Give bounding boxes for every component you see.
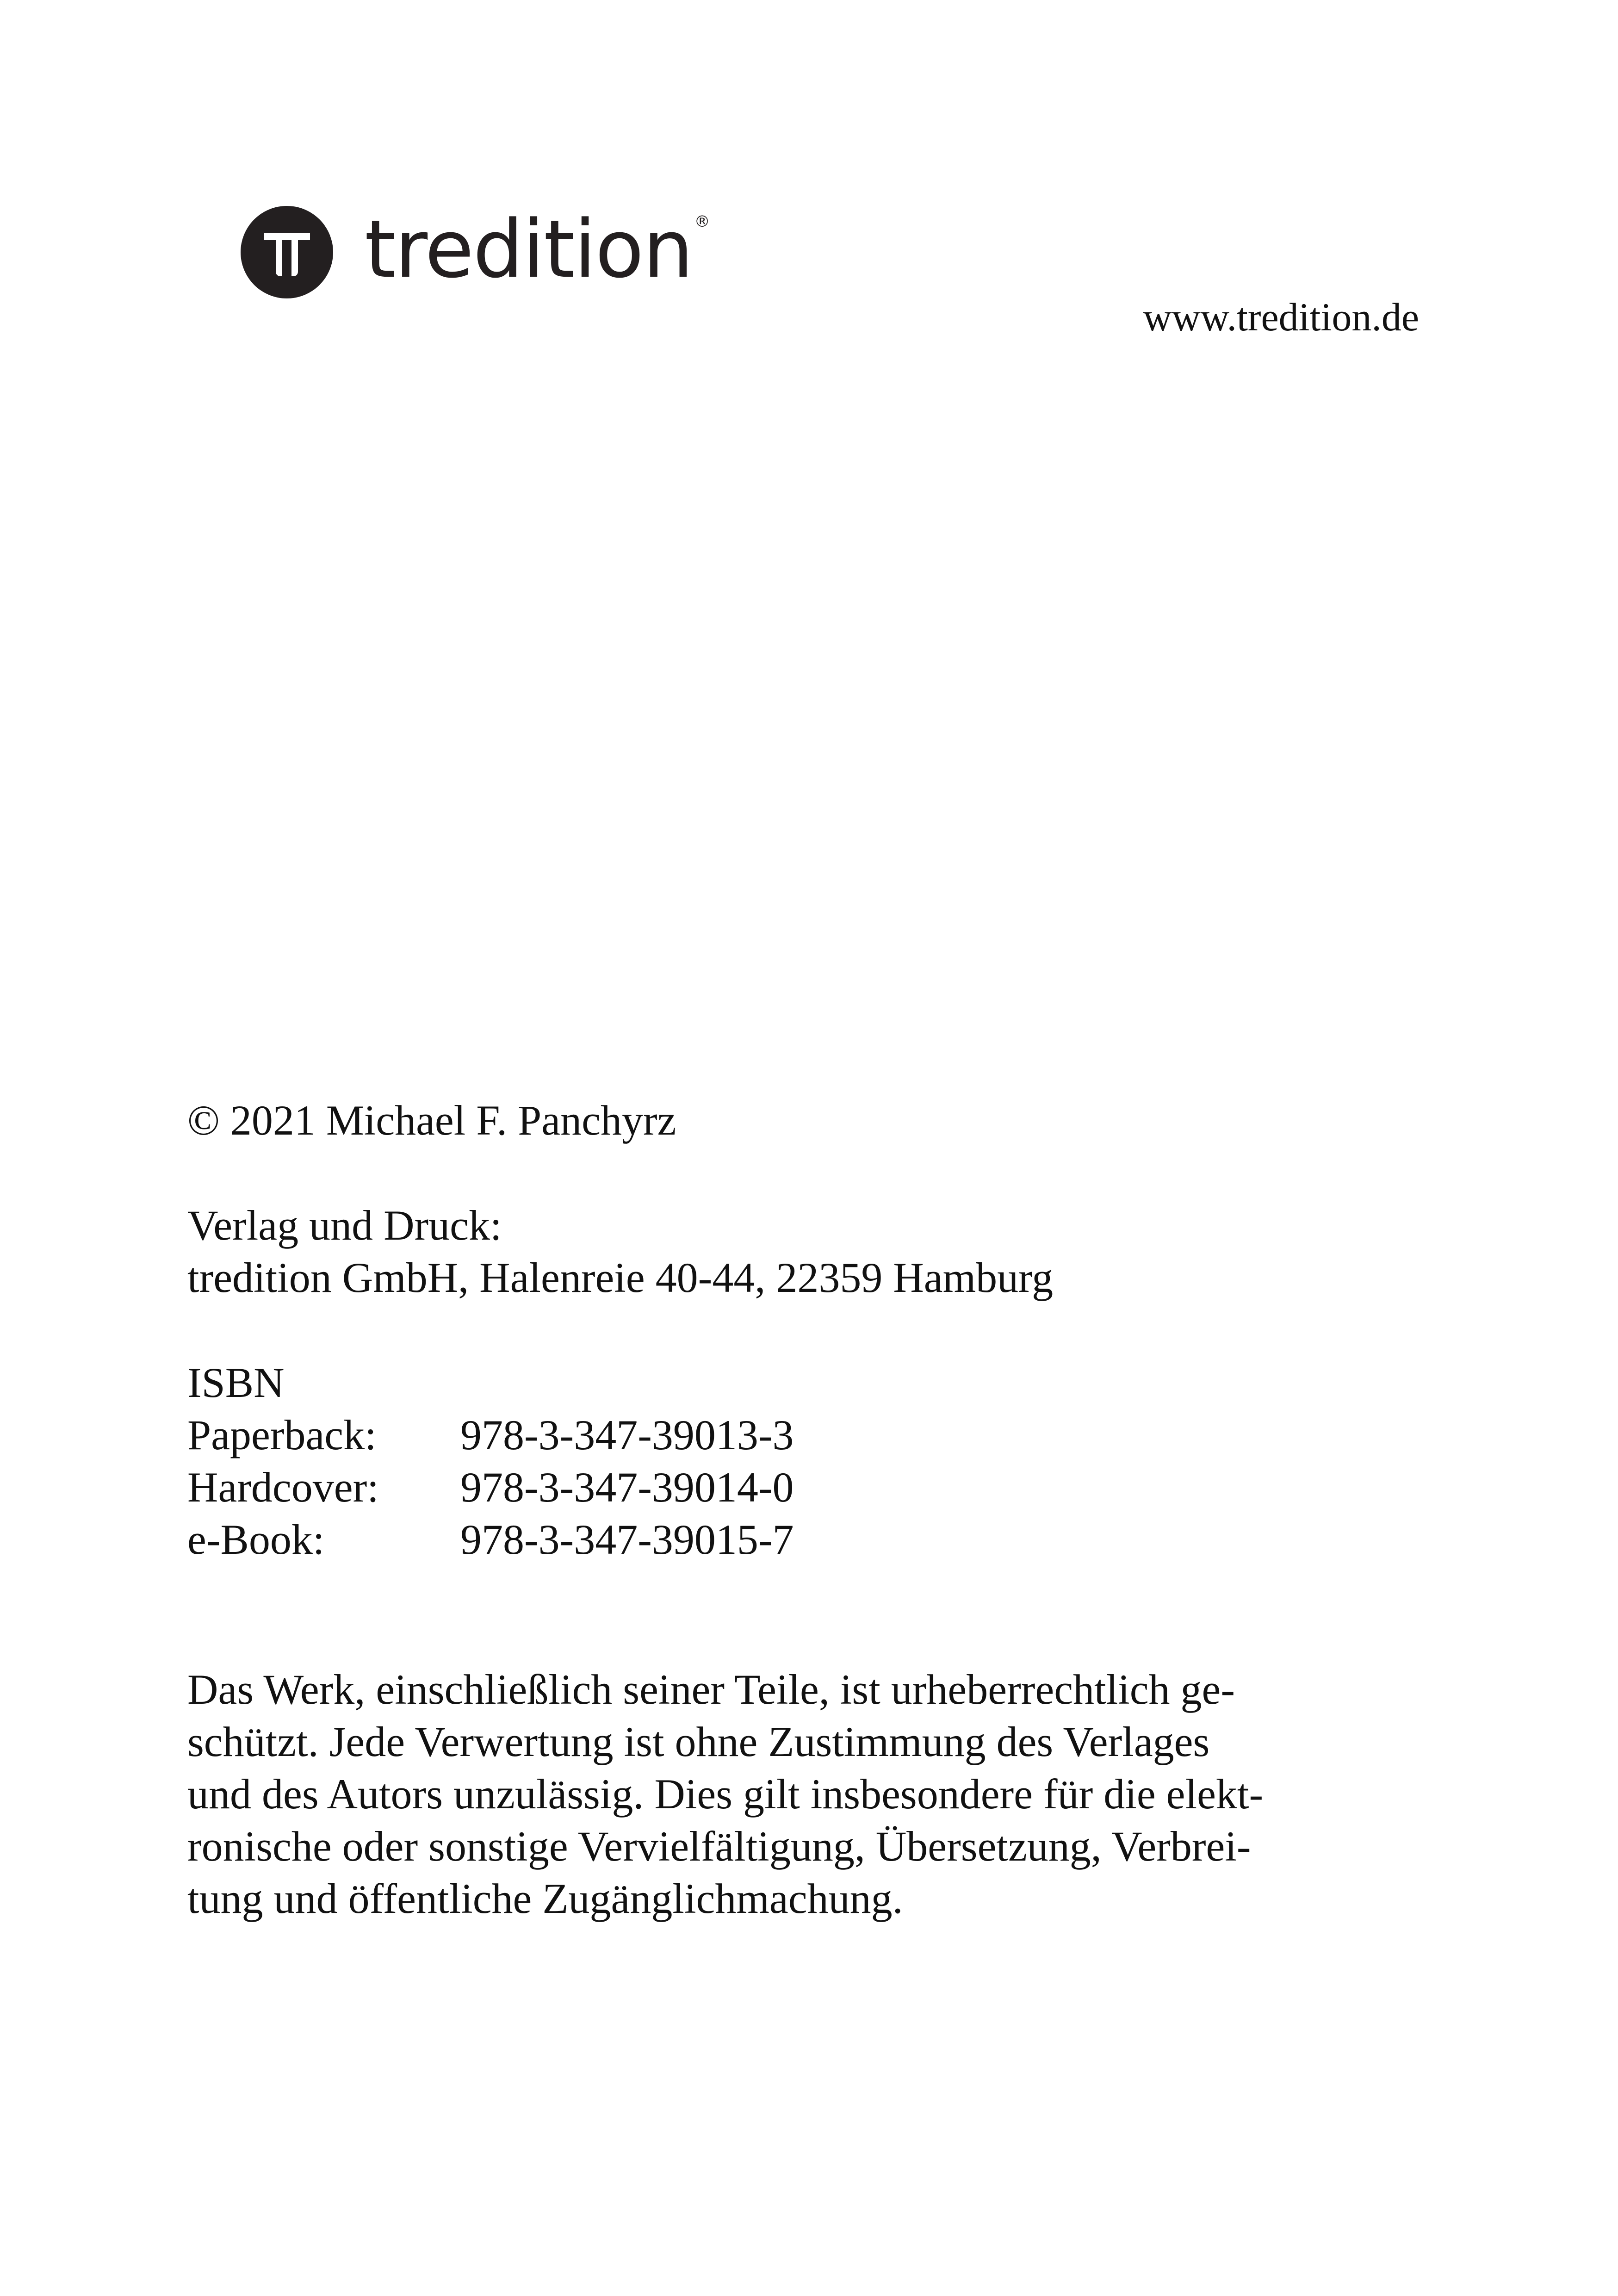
isbn-block — [187, 1357, 794, 1566]
legal-notice-line: und des Autors unzulässig. Dies gilt insbesondere für die elekt- — [187, 1770, 1264, 1818]
isbn-row-ebook — [187, 1514, 794, 1566]
publisher-logo — [241, 203, 710, 298]
logo-wordmark: tredition — [365, 203, 693, 296]
isbn-number: 978-3-347-39015-7 — [460, 1516, 794, 1563]
isbn-heading: ISBN — [187, 1359, 285, 1406]
legal-notice — [187, 1663, 1367, 1925]
isbn-label: e-Book: — [187, 1516, 325, 1563]
copyright-line: © 2021 Michael F. Panchyrz — [187, 1097, 676, 1144]
isbn-label: Paperback: — [187, 1411, 377, 1458]
registered-mark: ® — [694, 212, 710, 231]
legal-notice-line: Das Werk, einschließlich seiner Teile, ist urheberrechtlich ge- — [187, 1666, 1235, 1713]
isbn-row-hardcover — [187, 1461, 794, 1514]
isbn-label: Hardcover: — [187, 1464, 379, 1511]
publisher-heading: Verlag und Druck: — [187, 1202, 502, 1249]
legal-notice-line: tung und öffentliche Zugänglichmachung. — [187, 1875, 903, 1922]
isbn-number: 978-3-347-39014-0 — [460, 1464, 794, 1511]
legal-notice-line: schützt. Jede Verwertung ist ohne Zustimmung des Verlages — [187, 1718, 1210, 1765]
isbn-row-paperback — [187, 1409, 794, 1461]
publisher-info — [187, 1199, 1053, 1304]
tredition-logo-icon — [241, 206, 333, 298]
isbn-number: 978-3-347-39013-3 — [460, 1411, 794, 1458]
publisher-address: tredition GmbH, Halenreie 40-44, 22359 Hamburg — [187, 1254, 1054, 1301]
website-url: www.tredition.de — [1143, 295, 1419, 339]
legal-notice-line: ronische oder sonstige Vervielfältigung, Übersetzung, Verbrei- — [187, 1823, 1251, 1870]
